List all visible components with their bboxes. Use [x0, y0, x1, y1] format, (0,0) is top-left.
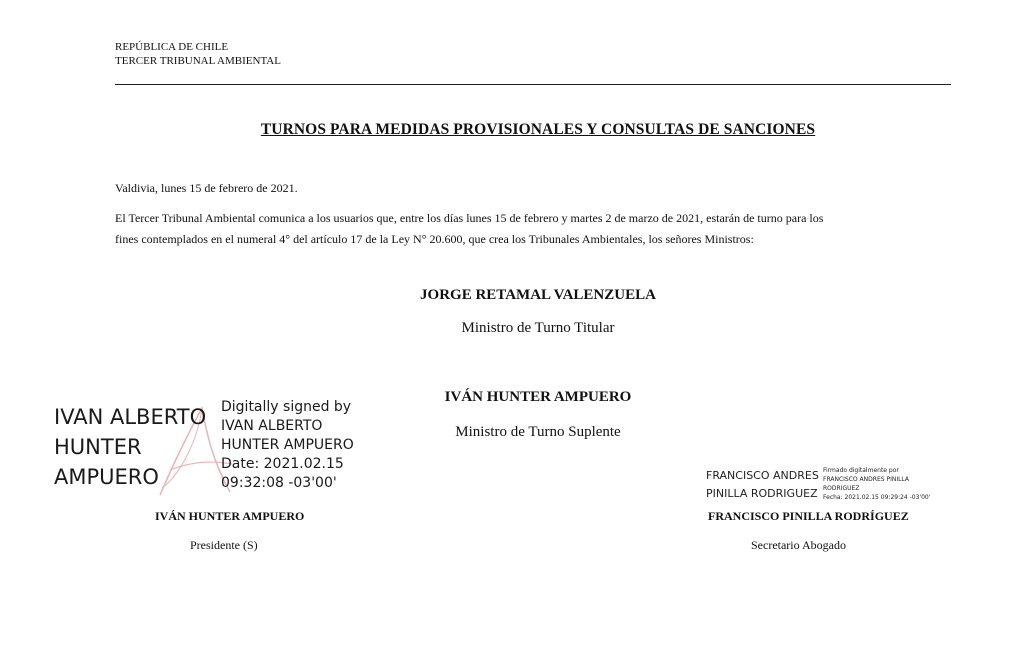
left-signature-detail-line: Date: 2021.02.15 [221, 456, 344, 472]
document-title: TURNOS PARA MEDIDAS PROVISIONALES Y CONSULTAS DE SANCIONES [260, 121, 816, 138]
right-signer-role: Secretario Abogado [751, 538, 846, 552]
header-divider [115, 84, 951, 85]
right-signer-name: FRANCISCO PINILLA RODRÍGUEZ [708, 509, 909, 523]
right-signature-detail-line: RODRIGUEZ [823, 485, 860, 492]
header-country: REPÚBLICA DE CHILE [115, 41, 229, 53]
document-header [115, 40, 281, 68]
left-signature-detail-line: 09:32:08 -03'00' [221, 475, 337, 491]
left-signature-large-line: IVAN ALBERTO [54, 405, 207, 429]
date-line: Valdivia, lunes 15 de febrero de 2021. [115, 181, 298, 195]
right-signature-detail-line: FRANCISCO ANDRES PINILLA [823, 476, 910, 483]
left-signature-details [221, 398, 354, 493]
header-institution: TERCER TRIBUNAL AMBIENTAL [115, 55, 281, 67]
left-signer-role: Presidente (S) [190, 538, 258, 552]
right-signature-detail-line: Fecha: 2021.02.15 09:29:24 -03'00' [823, 494, 931, 501]
left-signature-detail-line: Digitally signed by [221, 399, 352, 415]
right-signature-large-line: FRANCISCO ANDRES [706, 469, 819, 482]
minister-titular-name: JORGE RETAMAL VALENZUELA [420, 287, 656, 303]
left-signature-detail-line: HUNTER AMPUERO [221, 437, 354, 453]
minister-suplente-role: Ministro de Turno Suplente [455, 424, 621, 440]
left-signer-name: IVÁN HUNTER AMPUERO [155, 509, 305, 523]
left-signature-detail-line: IVAN ALBERTO [221, 418, 323, 434]
minister-titular-role: Ministro de Turno Titular [461, 320, 615, 336]
right-signature-name-large [706, 467, 819, 503]
left-signature-large-line: HUNTER [54, 435, 142, 459]
minister-suplente-name: IVÁN HUNTER AMPUERO [444, 389, 632, 405]
body-paragraph [115, 208, 975, 250]
right-signature-large-line: PINILLA RODRIGUEZ [706, 487, 818, 500]
right-signature-details [823, 466, 930, 502]
left-signature-name-large [54, 402, 206, 492]
body-line-2: fines contemplados en el numeral 4° del artículo 17 de la Ley N° 20.600, que crea los Tribunales Ambientales, los señores Ministros: [115, 232, 754, 246]
body-line-1: El Tercer Tribunal Ambiental comunica a los usuarios que, entre los días lunes 15 de febrero y martes 2 de marzo de 2021, estarán de turno para los [115, 211, 824, 225]
right-signature-detail-line: Firmado digitalmente por [823, 467, 899, 474]
left-signature-large-line: AMPUERO [54, 465, 159, 489]
